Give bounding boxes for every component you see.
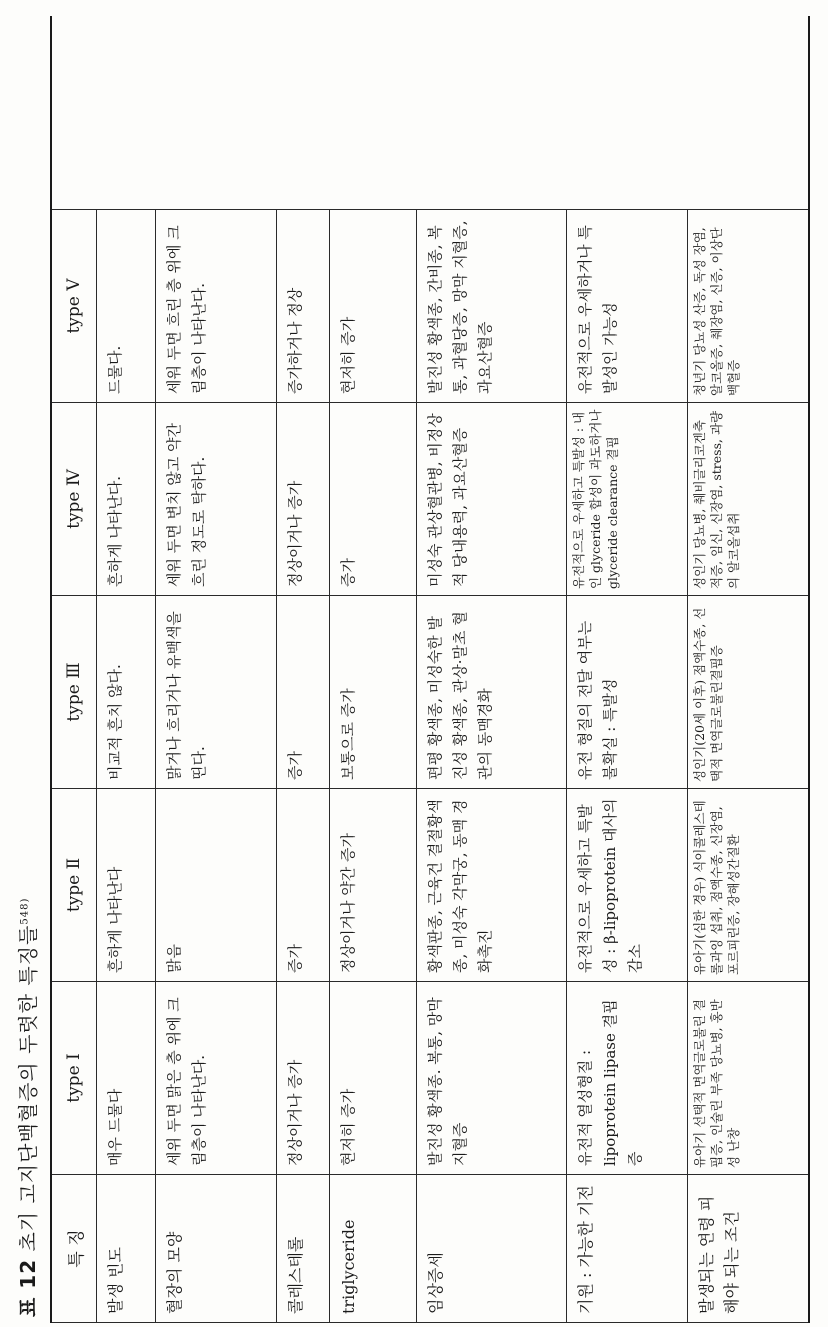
table-cell: 유전적으로 우세하거나 특발성인 가능성 xyxy=(566,210,687,403)
table-reference: 548) xyxy=(19,897,31,925)
table-cell: 매우 드물다 xyxy=(97,982,156,1175)
row-label: 발생되는 연령 피해야 되는 조건 xyxy=(688,1175,810,1323)
table-cell: 증가 xyxy=(329,403,416,596)
table-cell: 증가 xyxy=(277,789,330,982)
lipoproteinemia-features-table xyxy=(50,17,810,1324)
table-cell: 드물다. xyxy=(97,210,156,403)
table-cell: 맑음 xyxy=(155,789,276,982)
table-cell: 정상이거나 증가 xyxy=(277,982,330,1175)
table-cell: 세워 두면 변치 않고 약간 흐린 정도로 탁하다. xyxy=(155,403,276,596)
table-cell: 세위 두면 맑은 층 위에 크림층이 나타난다. xyxy=(155,982,276,1175)
table-cell: 황색판종, 근육건 결절황색종, 미성숙 각막궁, 동맥 경화촉진 xyxy=(416,789,566,982)
table-cell: 유아기(심한 경우) 식이콜레스테롤과잉 섭취, 점액수종, 신장염, 포르피린증, 장해성간질환 xyxy=(688,789,810,982)
header-type-2: type Ⅱ xyxy=(51,789,97,982)
table-cell: 유전적 열성형질 : lipoprotein lipase 결핍증 xyxy=(566,982,687,1175)
table-cell: 발진성 황색종, 간비종, 복통, 과혈당증, 망막 지혈증, 과요산혈증 xyxy=(416,210,566,403)
table-cell: 편평 황색종, 미성숙한 발진성 황색종, 관상·말초 혈관의 동맥경화 xyxy=(416,596,566,789)
table-cell: 증가하거나 정상 xyxy=(277,210,330,403)
table-cell: 유전 형질의 전달 여부는 불확실 : 특발성 xyxy=(566,596,687,789)
header-type-5: type Ⅴ xyxy=(51,210,97,403)
table-cell: 정상이거나 약간 증가 xyxy=(329,789,416,982)
table-cell: 현저히 증가 xyxy=(329,210,416,403)
row-label: 기원 : 가능한 기전 xyxy=(566,1175,687,1323)
header-type-3: type Ⅲ xyxy=(51,596,97,789)
row-label: 임상증세 xyxy=(416,1175,566,1323)
table-caption xyxy=(12,898,41,1317)
row-frequency xyxy=(97,17,156,1323)
row-label: 혈장의 모양 xyxy=(155,1175,276,1323)
table-cell: 발진성 황색종. 복통, 망막지혈증 xyxy=(416,982,566,1175)
table-cell: 정상이거나 증가 xyxy=(277,403,330,596)
table-cell: 보통으로 증가 xyxy=(329,596,416,789)
row-age-conditions xyxy=(688,17,810,1323)
table-cell: 현저히 증가 xyxy=(329,982,416,1175)
table-cell: 청년기 당뇨성 산증, 독성 장염, 알코올증, 췌장염, 신증, 이상단백혈증 xyxy=(688,210,810,403)
table-cell: 유아기 선택적 면역글로불린 결핍증, 인슐린 부족 당뇨병, 홍반성 난창 xyxy=(688,982,810,1175)
table-title: 초기 고지단백혈증의 두렷한 특징들 xyxy=(16,924,40,1252)
table-cell: 세워 두면 흐린 층 위에 크림층이 나타난다. xyxy=(155,210,276,403)
table-cell: 성인기(20세 이후) 점액수종, 선택적 면역글로불린결핍증 xyxy=(688,596,810,789)
header-feature: 특 징 xyxy=(51,1175,97,1323)
row-origin-mechanism xyxy=(566,17,687,1323)
table-number: 표 12 xyxy=(16,1258,40,1317)
row-label: 콜레스테롤 xyxy=(277,1175,330,1323)
table-cell: 유전적으로 우세하고 특발성 : β-lipoprotein 대사의 감소 xyxy=(566,789,687,982)
row-cholesterol xyxy=(277,17,330,1323)
table-cell: 성인기 당뇨병, 췌비글리코겐축적증, 임신, 신장염, stress, 과량의 알코올섭취 xyxy=(688,403,810,596)
row-plasma-appearance xyxy=(155,17,276,1323)
header-row xyxy=(51,17,97,1323)
table-cell: 맑거나 흐리거나 유백색을 띤다. xyxy=(155,596,276,789)
row-triglyceride xyxy=(329,17,416,1323)
row-label: 발생 빈도 xyxy=(97,1175,156,1323)
header-type-1: type Ⅰ xyxy=(51,982,97,1175)
table-cell: 흔하게 나타난다. xyxy=(97,403,156,596)
row-label: triglyceride xyxy=(329,1175,416,1323)
table-cell: 흔하게 나타난다 xyxy=(97,789,156,982)
table-cell: 비교적 흔치 않다. xyxy=(97,596,156,789)
row-clinical-signs xyxy=(416,17,566,1323)
header-type-4: type Ⅳ xyxy=(51,403,97,596)
table-cell: 증가 xyxy=(277,596,330,789)
table-cell: 유전적으로 우세하고 특발성 : 내인 glyceride 합성이 과도하거나 glyceride clearance 결핍 xyxy=(566,403,687,596)
table-cell: 미성숙 관상혈관병, 비정상적 당내용력, 과요산혈증 xyxy=(416,403,566,596)
